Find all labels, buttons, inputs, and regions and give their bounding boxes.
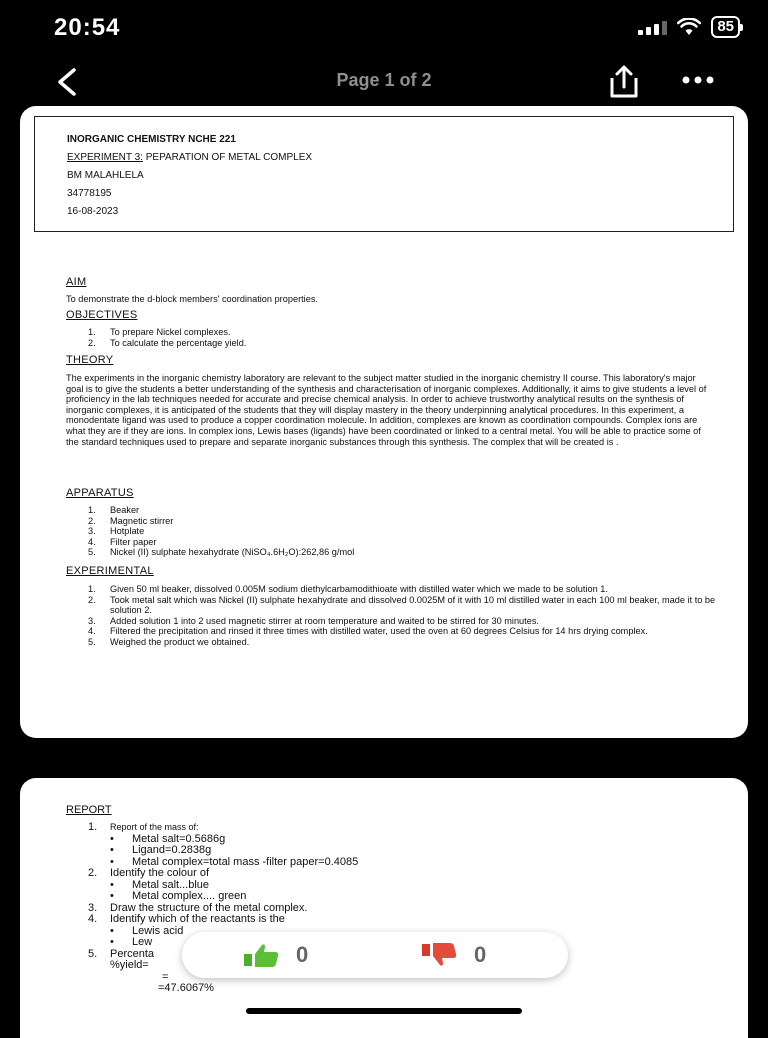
list-item: • Metal salt...blue: [88, 880, 358, 892]
list-item: 5. Weighed the product we obtained.: [88, 636, 250, 647]
list-item: 2. Identify the colour of: [88, 867, 210, 879]
thumbs-up-icon: [242, 942, 282, 968]
like-button[interactable]: [242, 940, 308, 970]
list-item: 4. Filter paper: [88, 536, 157, 547]
list-item: 3. Added solution 1 into 2 used magnetic stirrer at room temperature and waited to be stirred for 30 minutes.: [88, 615, 539, 626]
dislike-count: 0: [474, 942, 487, 967]
list-item: 2. Magnetic stirrer: [88, 515, 174, 526]
list-item: 2. To calculate the percentage yield.: [88, 337, 247, 348]
objectives-heading: OBJECTIVES: [66, 309, 138, 321]
list-item: 5. Percenta: [88, 947, 155, 960]
status-time: 20:54: [54, 14, 121, 41]
list-item: 3. Hotplate: [88, 526, 145, 537]
dislike-button[interactable]: [420, 940, 486, 970]
list-item: 3. Draw the structure of the metal complex.: [88, 901, 308, 914]
objectives-list: [88, 327, 718, 348]
theory-text: The experiments in the inorganic chemistry laboratory are relevant to the subject matter studied in the inorganic chemistry II course. This laboratory's major goal is to give the students a better understanding of the synthesis and characterisation of inorganic complexes. Additionally, it aims to give students a level of proficiency in the lab techniques needed for accurate and precise chemical analysis. In order to achieve trustworthy analytical results on the synthesis of inorganic complexes, it is anticipated of the students that they will display mastery in the theory underpinning analytical procedures. In this experiment, a monodentate ligand was used to produce a copper coordination molecule. In addition, complexes are known as coordination compounds. Complex ions are what they are if they are ions. In complex ions, Lewis bases (ligands) have been coordinated or linked to a central metal. You will be able to practice some of the standard techniques used to prepare and separate inorganic substances through this synthesis. The complex that will be created is .: [66, 373, 707, 447]
list-item: 4. Filtered the precipitation and rinsed it three times with distilled water, used the oven at 60 degrees Celsius for 14 hrs drying complex.: [88, 626, 648, 637]
more-options-icon[interactable]: [680, 70, 716, 90]
yield-line: %yield=: [110, 959, 149, 971]
cellular-signal-icon: [638, 19, 667, 35]
thumbs-down-icon: [420, 942, 460, 968]
course-title: INORGANIC CHEMISTRY NCHE 221: [67, 134, 236, 145]
experiment-label: EXPERIMENT 3:: [67, 152, 143, 163]
page-indicator: Page 1 of 2: [336, 70, 432, 90]
list-item: • Metal complex.... green: [88, 891, 358, 903]
experiment-line: [67, 152, 312, 164]
experimental-heading: EXPERIMENTAL: [66, 565, 154, 577]
list-item: • Metal salt=0.5686g: [88, 834, 358, 846]
share-icon[interactable]: [604, 64, 644, 100]
cover-header-box: [34, 116, 734, 232]
list-item: • Metal complex=total mass -filter paper=0.4085: [88, 857, 358, 869]
student-number: 34778195: [67, 188, 112, 199]
document-page-2[interactable]: [20, 778, 748, 1038]
home-indicator[interactable]: [246, 1008, 522, 1014]
report-heading: REPORT: [66, 804, 112, 816]
like-count: 0: [296, 942, 309, 967]
list-item: • Lew: [88, 937, 358, 949]
list-item: 5. Nickel (II) sulphate hexahydrate (NiSO₄.6H₂O):262,86 g/mol: [88, 547, 355, 558]
aim-heading: AIM: [66, 276, 87, 288]
wifi-icon: [677, 18, 701, 36]
list-item: 2. Took metal salt which was Nickel (II) sulphate hexahydrate and dissolved 0.0025M of it with 10 ml distilled water in each 100 ml beaker, made it to be solution 2.: [88, 594, 716, 616]
list-item: 1. To prepare Nickel complexes.: [88, 327, 231, 337]
equation-line: =: [162, 970, 169, 983]
status-bar: [0, 0, 768, 56]
list-item: • Lewis acid: [88, 926, 358, 938]
experimental-list: [88, 584, 718, 648]
list-item: • Ligand=0.2838g: [88, 845, 358, 857]
list-item: 1. Report of the mass of:: [88, 821, 199, 833]
yield-result: =47.6067%: [158, 982, 214, 994]
list-item: 1. Beaker: [88, 505, 140, 515]
apparatus-heading: APPARATUS: [66, 487, 134, 499]
apparatus-list: [88, 505, 718, 558]
reaction-bar: [182, 932, 568, 978]
theory-heading: THEORY: [66, 354, 114, 366]
report-date: 16-08-2023: [67, 206, 119, 217]
experiment-title: PEPARATION OF METAL COMPLEX: [142, 152, 313, 163]
nav-bar: [0, 56, 768, 108]
student-name: BM MALAHLELA: [67, 170, 144, 181]
list-item: 1. Given 50 ml beaker, dissolved 0.005M sodium diethylcarbamodithioate with distilled water which we made to be solution 1.: [88, 584, 608, 594]
aim-text: To demonstrate the d-block members' coordination properties.: [66, 294, 318, 304]
status-icons: [638, 16, 740, 38]
battery-icon: [711, 16, 740, 38]
document-page-1[interactable]: [20, 106, 748, 738]
battery-level: 85: [717, 18, 734, 35]
list-item: 4. Identify which of the reactants is the: [88, 913, 285, 925]
